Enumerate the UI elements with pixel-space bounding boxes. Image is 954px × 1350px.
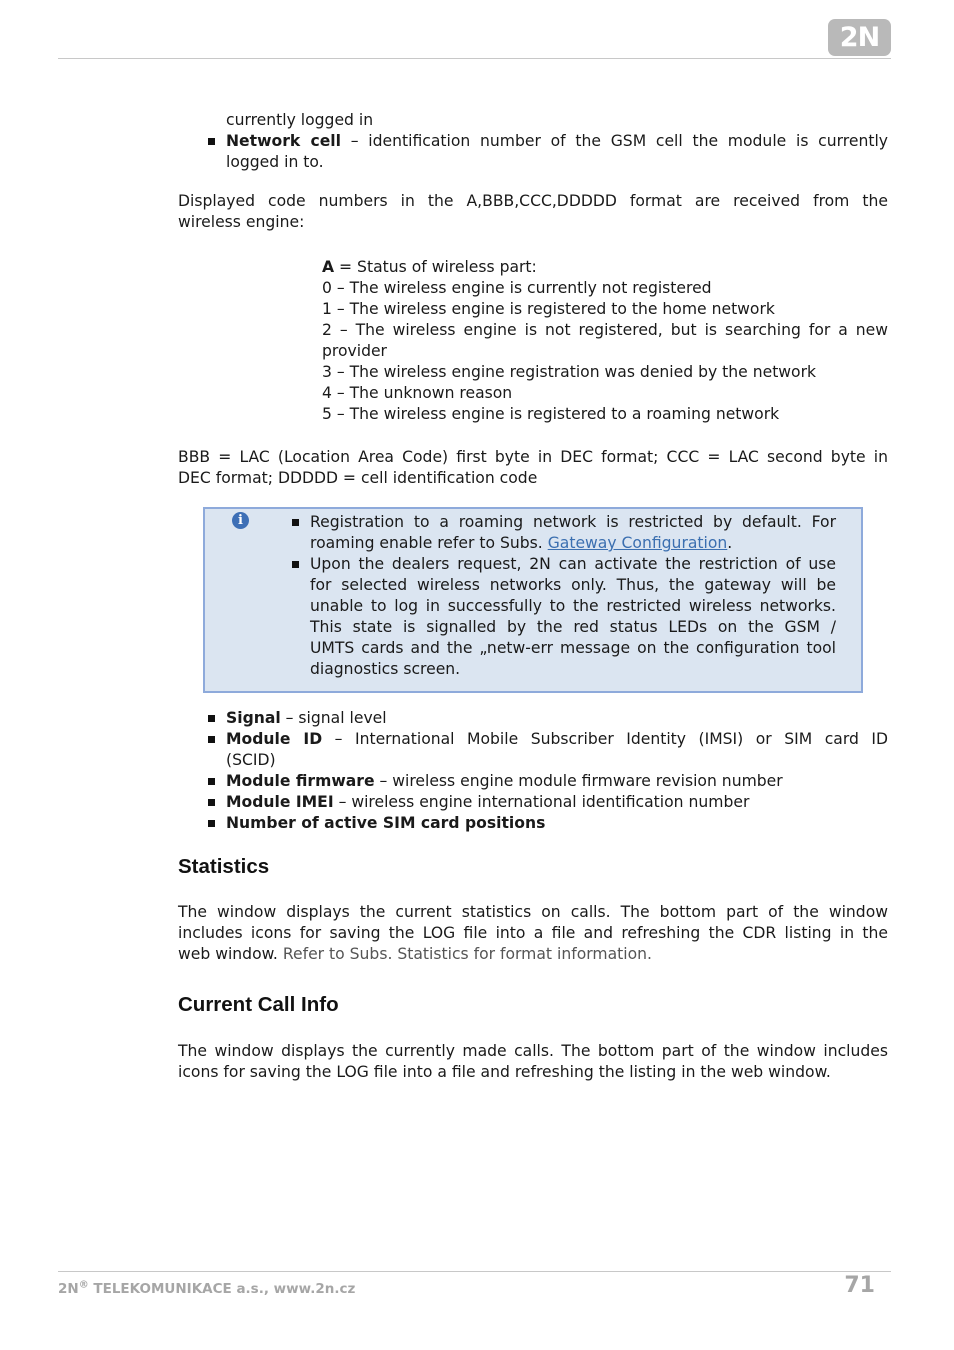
- status-item: 4 – The unknown reason: [322, 384, 513, 402]
- statistics-reference: Refer to Subs. Statistics for format information.: [282, 945, 652, 963]
- bullet-icon: [208, 715, 215, 722]
- status-item: provider: [322, 342, 387, 360]
- status-block: [322, 257, 888, 425]
- page-number: 71: [844, 1273, 875, 1298]
- statistics-heading: Statistics: [178, 855, 270, 878]
- status-item: 0 – The wireless engine is currently not registered: [322, 279, 712, 297]
- header-rule: [58, 58, 891, 59]
- footer-rule: [58, 1271, 891, 1272]
- list-item: Module firmware – wireless engine module firmware revision number: [226, 771, 888, 792]
- bullet-icon: [292, 561, 299, 568]
- list-item: Upon the dealers request, 2N can activate the restriction of use for selected wireless networks only. Thus, the gateway will be unable to log in successfully to the restricted wireless networks. This state is signalled by the red status LEDs on the GSM / UMTS cards and the „netw-err message on the configuration tool diagnostics screen.: [310, 554, 836, 680]
- info-icon: i: [232, 512, 249, 529]
- note-bullet-list: [310, 512, 836, 680]
- brand-logo: 2N: [828, 19, 891, 56]
- intro-paragraph: Displayed code numbers in the A,BBB,CCC,DDDDD format are received from the wireless engine:: [178, 192, 888, 231]
- list-item: Module ID – International Mobile Subscriber Identity (IMSI) or SIM card ID (SCID): [226, 729, 888, 771]
- status-item: 2 – The wireless engine is not registered, but is searching for a new: [322, 321, 888, 339]
- bullet-icon: [208, 820, 215, 827]
- statistics-paragraph: The window displays the current statistics on calls. The bottom part of the window includes icons for saving the LOG file into a file and refreshing the CDR listing in the web window. Refer to Subs. Statistics for format information.: [178, 903, 888, 963]
- bullet-icon: [292, 519, 299, 526]
- status-item: 3 – The wireless engine registration was denied by the network: [322, 363, 817, 381]
- current-call-paragraph: The window displays the currently made calls. The bottom part of the window includes icons for saving the LOG file into a file and refreshing the listing in the web window.: [178, 1042, 888, 1081]
- current-call-heading: Current Call Info: [178, 993, 339, 1016]
- gateway-configuration-link[interactable]: Gateway Configuration: [547, 534, 728, 552]
- codes-paragraph: BBB = LAC (Location Area Code) first byte in DEC format; CCC = LAC second byte in DEC format; DDDDD = cell identification code: [178, 448, 888, 487]
- top-bullet-list: [226, 131, 888, 173]
- status-heading: A = Status of wireless part:: [322, 258, 537, 276]
- bullet-icon: [208, 778, 215, 785]
- bullet-icon: [208, 799, 215, 806]
- list-continuation: currently logged in: [226, 111, 374, 129]
- bullet-icon: [208, 736, 215, 743]
- status-item: 1 – The wireless engine is registered to the home network: [322, 300, 775, 318]
- list-item: Registration to a roaming network is restricted by default. For roaming enable refer to Subs. Gateway Configuration.: [310, 512, 836, 554]
- status-item: 5 – The wireless engine is registered to a roaming network: [322, 405, 780, 423]
- list-item: Signal – signal level: [226, 708, 888, 729]
- footer-company: 2N® TELEKOMUNIKACE a.s., www.2n.cz: [58, 1279, 356, 1297]
- term-network-cell: Network cell: [226, 132, 341, 150]
- list-item: Module IMEI – wireless engine international identification number: [226, 792, 888, 813]
- list-item: Network cell – identification number of the GSM cell the module is currently logged in to.: [226, 131, 888, 173]
- bullet-icon: [208, 138, 215, 145]
- list-item: Number of active SIM card positions: [226, 813, 888, 834]
- bottom-bullet-list: [226, 708, 888, 834]
